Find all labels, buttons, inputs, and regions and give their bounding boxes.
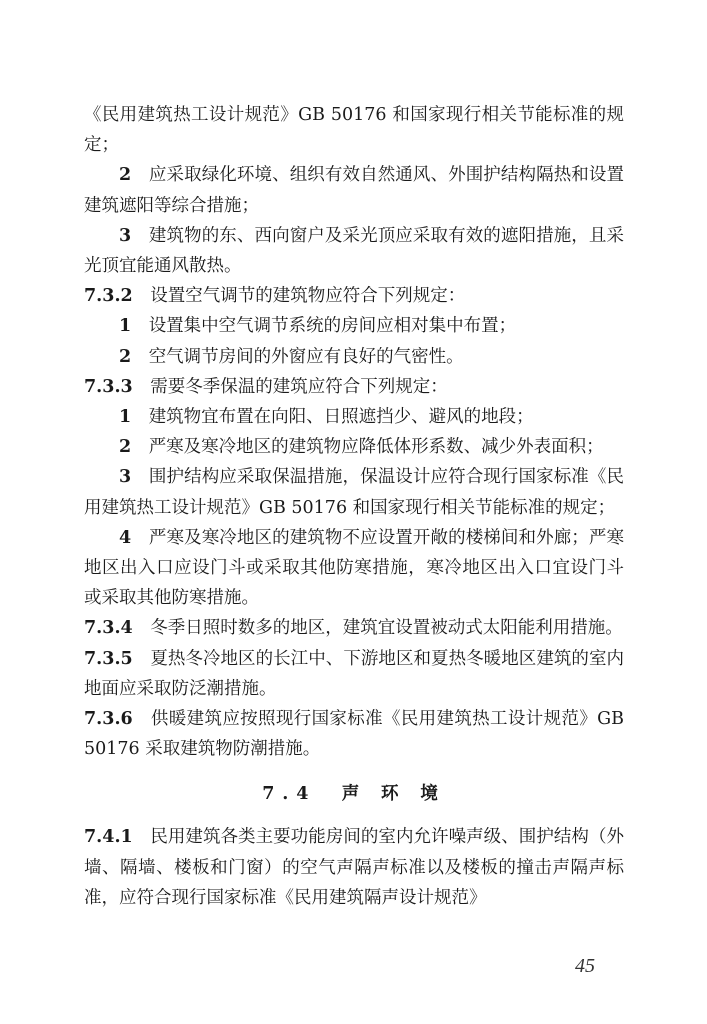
list-item: 2 应采取绿化环境、组织有效自然通风、外围护结构隔热和设置建筑遮阳等综合措施； xyxy=(84,165,625,216)
clause-7-3-6: 7.3.6 供暖建筑应按照现行国家标准《民用建筑热工设计规范》GB 50176 采取建筑物防潮措施。 xyxy=(84,709,624,760)
section-heading: 7.4 声 环 境 xyxy=(262,784,446,805)
list-item: 1 设置集中空气调节系统的房间应相对集中布置； xyxy=(119,316,517,337)
page-number: 45 xyxy=(575,955,595,977)
list-item: 2 空气调节房间的外窗应有良好的气密性。 xyxy=(119,346,464,367)
clause-7-3-2: 7.3.2 设置空气调节的建筑物应符合下列规定： xyxy=(84,286,466,307)
list-item: 1 建筑物宜布置在向阳、日照遮挡少、避风的地段； xyxy=(119,407,534,428)
clause-7-3-3: 7.3.3 需要冬季保温的建筑应符合下列规定： xyxy=(84,376,448,397)
clause-7-4-1: 7.4.1 民用建筑各类主要功能房间的室内允许噪声级、围护结构（外墙、隔墙、楼板和门窗）的空气声隔声标准以及楼板的撞击声隔声标准，应符合现行国家标准《民用建筑隔声设计规范》 xyxy=(84,827,625,908)
paragraph-continued: 《民用建筑热工设计规范》GB 50176 和国家现行相关节能标准的规定； xyxy=(84,105,624,156)
list-item: 3 建筑物的东、西向窗户及采光顶应采取有效的遮阳措施，且采光顶宜能通风散热。 xyxy=(84,225,625,277)
list-item: 2 严寒及寒冷地区的建筑物应降低体形系数、减少外表面积； xyxy=(119,437,604,458)
document-page xyxy=(84,100,624,913)
clause-7-3-5: 7.3.5 夏热冬冷地区的长江中、下游地区和夏热冬暖地区建筑的室内地面应采取防泛潮措施。 xyxy=(84,648,625,699)
list-item: 3 围护结构应采取保温措施，保温设计应符合现行国家标准《民用建筑热工设计规范》GB 50176 和国家现行相关节能标准的规定； xyxy=(84,467,625,518)
list-item: 4 严寒及寒冷地区的建筑物不应设置开敞的楼梯间和外廊；严寒地区出入口应设门斗或采取其他防寒措施，寒冷地区出入口宜设门斗或采取其他防寒措施。 xyxy=(84,527,625,609)
clause-7-3-4: 7.3.4 冬季日照时数多的地区，建筑宜设置被动式太阳能利用措施。 xyxy=(84,618,623,639)
